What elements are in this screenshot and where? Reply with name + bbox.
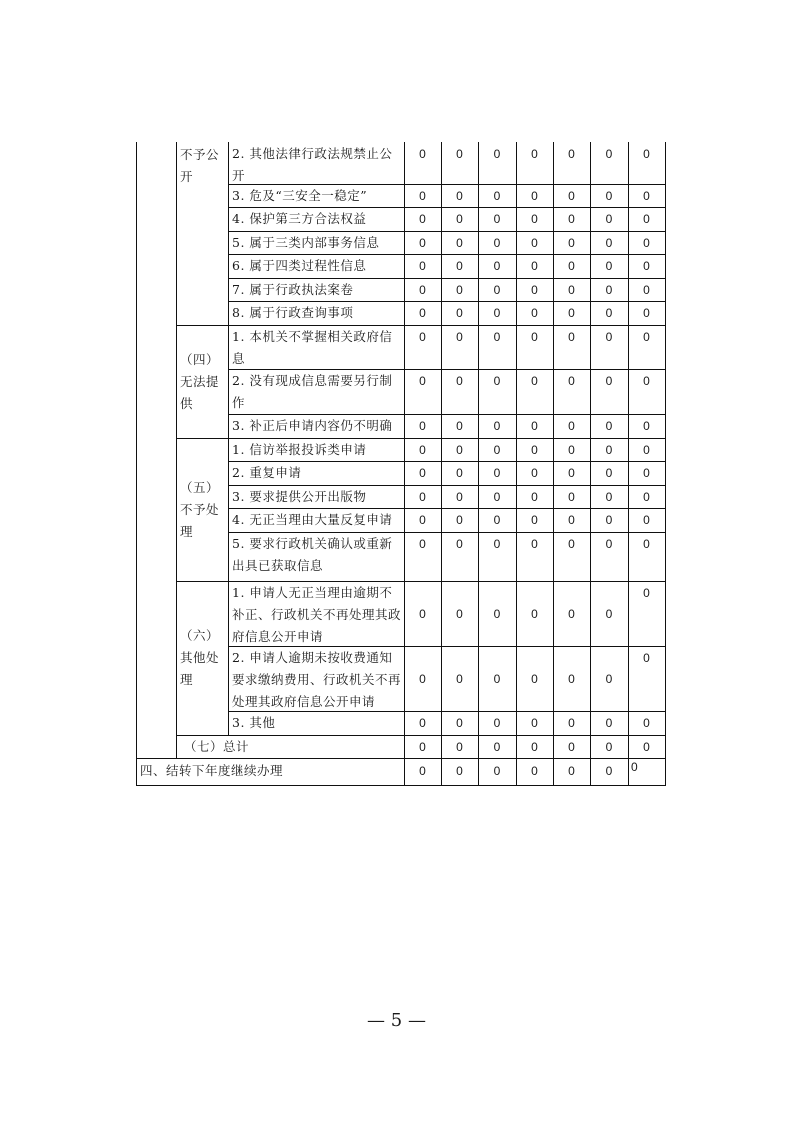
value-cell: 0 [605,283,613,297]
value-cell: 0 [605,374,613,388]
text-line: 不予处 [180,501,220,517]
value-cell: 0 [643,443,650,457]
value-cell: 0 [419,306,426,320]
text-line: 5. 属于三类内部事务信息 [232,235,380,250]
value-cell: 0 [456,716,463,730]
value-cell: 0 [568,374,575,388]
value-cell: 0 [531,330,538,344]
value-cell: 0 [493,513,501,527]
carryover-value: 0 [456,764,463,778]
value-cell: 0 [456,330,463,344]
row-label [228,485,404,508]
text-line: 理 [180,523,194,539]
text-line: 2. 其他法律行政法规禁止公 [232,146,393,161]
value-cell: 0 [531,716,538,730]
value-cell: 0 [643,330,650,344]
value-cell: 0 [493,212,501,226]
total-value: 0 [643,740,650,754]
carryover-label: 四、结转下年度继续办理 [140,763,284,778]
value-cell: 0 [493,283,501,297]
carryover-value: 0 [493,764,501,778]
text-line: 息 [232,351,246,366]
value-cell: 0 [605,147,613,161]
value-cell: 0 [493,189,501,203]
value-cell: 0 [419,716,426,730]
row-label [228,581,404,648]
value-cell: 0 [605,330,613,344]
value-cell: 0 [419,671,426,686]
value-cell: 0 [531,374,538,388]
row-label [228,414,404,437]
text-line: 4. 保护第三方合法权益 [232,211,367,226]
value-cell: 0 [419,419,426,433]
value-cell: 0 [456,513,463,527]
value-cell: 0 [493,330,501,344]
value-cell: 0 [605,606,613,621]
value-cell: 0 [419,147,426,161]
value-cell: 0 [419,374,426,388]
value-cell: 0 [456,374,463,388]
carryover-value: 0 [631,760,638,774]
value-cell: 0 [456,606,463,621]
value-cell: 0 [605,513,613,527]
value-cell: 0 [531,606,538,621]
row-label [228,325,404,370]
text-line: 要求缴纳费用、行政机关不再 [232,672,402,687]
text-line: 府信息公开申请 [232,629,324,644]
value-cell: 0 [493,606,501,621]
value-cell: 0 [643,147,650,161]
value-cell: 0 [456,283,463,297]
value-cell: 0 [568,259,575,273]
value-cell: 0 [643,374,650,388]
text-line: 2. 申请人逾期未按收费通知 [232,650,393,665]
value-cell: 0 [643,513,650,527]
value-cell: 0 [531,466,538,480]
value-cell: 0 [419,212,426,226]
value-cell: 0 [531,490,538,504]
text-line: 6. 属于四类过程性信息 [232,258,367,273]
value-cell: 0 [568,671,575,686]
text-line: 处理其政府信息公开申请 [232,694,376,709]
value-cell: 0 [643,212,650,226]
value-cell: 0 [493,419,501,433]
value-cell: 0 [568,419,575,433]
value-cell: 0 [419,443,426,457]
value-cell: 0 [605,189,613,203]
text-line: 补正、行政机关不再处理其政 [232,607,402,622]
value-cell: 0 [419,466,426,480]
text-line: 3. 其他 [232,715,276,730]
value-cell: 0 [493,259,501,273]
carryover-value: 0 [568,764,575,778]
value-cell: 0 [605,259,613,273]
text-line: 其他处 [180,650,220,665]
value-cell: 0 [605,443,613,457]
value-cell: 0 [456,490,463,504]
text-line: 2. 重复申请 [232,465,302,480]
page-number: — 5 — [367,1010,426,1031]
value-cell: 0 [568,189,575,203]
text-line: 1. 信访举报投诉类申请 [232,442,367,457]
value-cell: 0 [493,443,501,457]
row-label [228,207,404,230]
total-value: 0 [456,740,463,754]
value-cell: 0 [568,716,575,730]
group-label-cell [176,325,228,438]
value-cell: 0 [643,283,650,297]
value-cell: 0 [643,586,650,600]
table-left-border [136,142,138,785]
value-cell: 0 [456,419,463,433]
text-line: 开 [180,169,194,184]
value-cell: 0 [643,537,650,551]
text-line: 理 [180,672,194,687]
value-cell: 0 [456,537,463,551]
carryover-value: 0 [531,764,538,778]
value-cell: 0 [419,283,426,297]
carryover-value: 0 [419,764,426,778]
value-cell: 0 [456,443,463,457]
text-line: （六） [180,628,220,643]
row-divider [136,758,666,760]
text-line: 开 [232,168,246,183]
value-cell: 0 [531,259,538,273]
value-cell: 0 [456,259,463,273]
value-cell: 0 [531,147,538,161]
total-value: 0 [531,740,538,754]
row-label [228,461,404,484]
text-line: 1. 本机关不掌握相关政府信 [232,329,393,344]
value-cell: 0 [493,671,501,686]
table-bottom-border [136,785,666,787]
value-cell: 0 [643,716,650,730]
value-cell: 0 [568,306,575,320]
value-cell: 0 [493,490,501,504]
value-cell: 0 [419,259,426,273]
value-cell: 0 [456,189,463,203]
value-cell: 0 [456,671,463,686]
value-cell: 0 [568,466,575,480]
carryover-value: 0 [605,764,613,778]
value-cell: 0 [531,671,538,686]
total-label: （七）总计 [184,739,250,754]
row-label [228,301,404,324]
value-cell: 0 [531,513,538,527]
total-value: 0 [419,740,426,754]
value-cell: 0 [531,537,538,551]
value-cell: 0 [605,236,613,250]
value-cell: 0 [456,236,463,250]
text-line: 3. 补正后申请内容仍不明确 [232,418,393,433]
text-line: （四） [180,351,220,367]
value-cell: 0 [531,283,538,297]
value-cell: 0 [419,537,426,551]
row-label [228,184,404,207]
value-cell: 0 [493,147,501,161]
value-cell: 0 [531,306,538,320]
value-cell: 0 [643,651,650,665]
value-cell: 0 [493,306,501,320]
row-label [228,508,404,531]
value-cell: 0 [456,306,463,320]
row-label [228,711,404,734]
total-value: 0 [605,740,613,754]
value-cell: 0 [568,443,575,457]
value-cell: 0 [605,466,613,480]
value-cell: 0 [419,490,426,504]
value-cell: 0 [568,606,575,621]
value-cell: 0 [456,212,463,226]
value-cell: 0 [493,236,501,250]
value-cell: 0 [493,466,501,480]
value-cell: 0 [531,419,538,433]
total-value: 0 [568,740,575,754]
row-label [228,438,404,461]
value-cell: 0 [493,716,501,730]
value-cell: 0 [643,236,650,250]
text-line: 3. 要求提供公开出版物 [232,489,367,504]
row-label [228,532,404,577]
value-cell: 0 [568,236,575,250]
value-cell: 0 [643,189,650,203]
value-cell: 0 [568,147,575,161]
value-cell: 0 [493,537,501,551]
value-cell: 0 [531,212,538,226]
value-cell: 0 [419,330,426,344]
row-label [228,369,404,414]
value-cell: 0 [605,212,613,226]
value-cell: 0 [605,490,613,504]
value-cell: 0 [531,189,538,203]
group-label-cell [176,581,228,735]
value-cell: 0 [605,537,613,551]
value-cell: 0 [456,466,463,480]
value-cell: 0 [605,716,613,730]
text-line: 1. 申请人无正当理由逾期不 [232,585,393,600]
value-cell: 0 [568,212,575,226]
value-cell: 0 [419,513,426,527]
value-cell: 0 [568,330,575,344]
text-line: 不予公 [180,147,220,162]
text-line: 5. 要求行政机关确认或重新 [232,536,393,551]
value-cell: 0 [419,189,426,203]
text-line: 7. 属于行政执法案卷 [232,282,354,297]
value-cell: 0 [493,374,501,388]
value-cell: 0 [605,306,613,320]
value-cell: 0 [643,490,650,504]
row-label [228,278,404,301]
value-cell: 0 [643,306,650,320]
value-cell: 0 [419,606,426,621]
value-cell: 0 [568,283,575,297]
row-label [228,254,404,277]
value-cell: 0 [643,419,650,433]
text-line: 4. 无正当理由大量反复申请 [232,512,393,527]
value-cell: 0 [419,236,426,250]
value-cell: 0 [531,443,538,457]
value-cell: 0 [568,537,575,551]
value-cell: 0 [568,490,575,504]
value-cell: 0 [643,466,650,480]
value-cell: 0 [568,513,575,527]
text-line: 8. 属于行政查询事项 [232,305,354,320]
group-label-cell [176,142,228,325]
value-cell: 0 [643,259,650,273]
row-label [228,231,404,254]
text-line: 无法提 [180,373,220,389]
row-label [228,142,404,187]
value-cell: 0 [605,419,613,433]
total-value: 0 [493,740,501,754]
row-label [228,646,404,713]
text-line: 2. 没有现成信息需要另行制 [232,373,393,388]
text-line: （五） [180,479,220,495]
value-cell: 0 [456,147,463,161]
value-cell: 0 [605,671,613,686]
text-line: 出具已获取信息 [232,558,324,573]
value-cell: 0 [531,236,538,250]
text-line: 3. 危及“三安全一稳定” [232,188,368,203]
group-label-cell [176,438,228,581]
text-line: 供 [180,395,194,411]
text-line: 作 [232,395,246,410]
